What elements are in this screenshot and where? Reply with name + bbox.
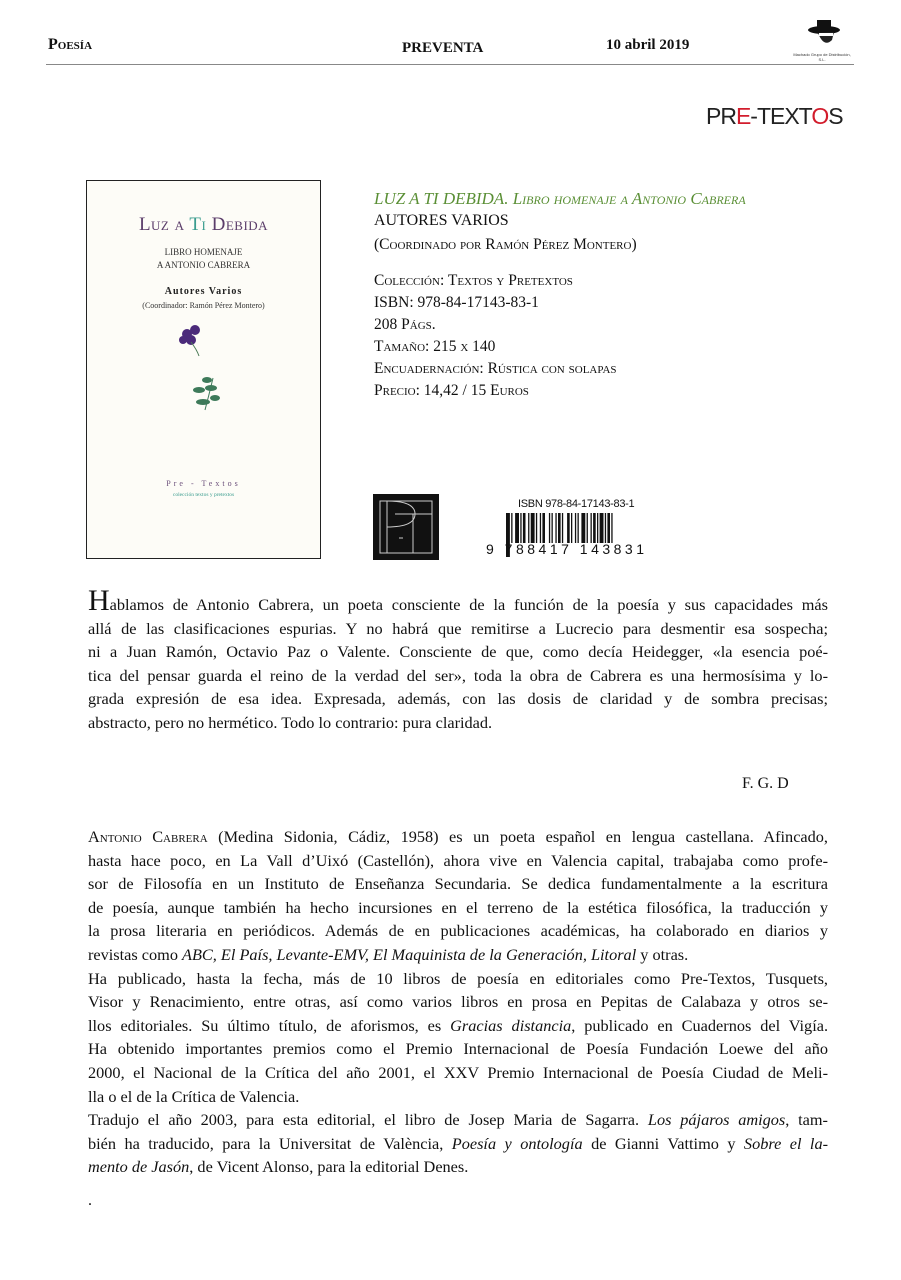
bio-line: [88, 1134, 828, 1158]
bio-text: lla o el de la Crítica de Valencia.: [88, 1086, 300, 1106]
book-info: [374, 188, 746, 402]
book-cover: [86, 180, 321, 559]
bio-text: , de Vicent Alonso, para la editorial Denes.: [189, 1157, 469, 1177]
logo-part: PR: [706, 103, 736, 129]
barcode-bar: [540, 513, 541, 543]
barcode-bar: [605, 513, 606, 543]
book-binding: Encuadernación: Rústica con solapas: [374, 360, 617, 377]
bio-line: [88, 945, 828, 969]
section-label: Poesía: [48, 36, 93, 53]
italic-title: Sobre el la-: [743, 1133, 829, 1153]
cover-subtitle-line: LIBRO HOMENAJE: [164, 247, 243, 257]
logo-part: E: [735, 103, 751, 129]
bio-text: Visor y Renacimiento, entre otras, así como varios libros en prosa en Pepitas de Calabaza y otros se-: [88, 992, 828, 1012]
barcode-bar: [542, 513, 545, 543]
barcode-bar: [511, 513, 512, 543]
bio-text: llos editoriales. Su último título, de aforismos, es: [88, 1015, 451, 1035]
drop-cap: H: [88, 584, 110, 617]
intro-line: ni a Juan Ramón, Octavio Paz o Valente. Consciente de que, como decía Heidegger, «la esencia poé-: [88, 642, 828, 661]
pretextos-logo: [706, 103, 843, 130]
barcode-bar: [555, 513, 556, 543]
bio-line: [88, 1157, 828, 1181]
hat-man-icon: [790, 18, 854, 56]
barcode-bar: [567, 513, 570, 543]
cover-coordinator: (Coordinador: Ramón Pérez Montero): [142, 301, 265, 310]
italic-title: Poesía y ontología: [451, 1133, 583, 1153]
italic-title: mento de Jasón: [88, 1157, 190, 1177]
pretextos-mark-icon: [373, 494, 439, 560]
book-title-main: LUZ A TI DEBIDA.: [374, 189, 509, 208]
barcode-bar: [591, 513, 592, 543]
barcode-bar: [520, 513, 521, 543]
bio-text: Tradujo el año 2003, para esta editorial, el libro de Josep Maria de Sagarra.: [88, 1110, 648, 1130]
status-label: PREVENTA: [402, 40, 484, 56]
cover-title-part: Luz a: [138, 214, 190, 235]
cover-title-part: Ti: [189, 214, 207, 235]
cover-authors: Autores Varios: [164, 286, 243, 297]
cover-title: [87, 214, 320, 236]
date-label: 10 abril 2019: [606, 37, 690, 53]
barcode-bar: [593, 513, 596, 543]
barcode-isbn-label: ISBN 978-84-17143-83-1: [518, 498, 635, 510]
header-divider: [46, 64, 854, 65]
logo-part: -TEXT: [750, 103, 812, 129]
distributor-logo: [790, 18, 854, 62]
barcode-bar: [552, 513, 553, 543]
bio-text: revistas como: [88, 944, 183, 964]
bio-line: [88, 898, 828, 922]
italic-title: Los pájaros amigos: [647, 1110, 786, 1130]
bio-text: , publicado en Cuadernos del Vigía.: [571, 1015, 829, 1035]
bio-line: [88, 1039, 828, 1063]
intro-line: tica del pensar guarda el reino de la verdad del ser», toda la obra de Cabrera es una hermosísima y lo-: [88, 665, 828, 685]
bio-text: Ha obtenido importantes premios como el Premio Internacional de Poesía Fundación Loewe del año: [88, 1039, 828, 1059]
isbn-barcode: [484, 498, 664, 562]
distributor-name: Machado Grupo de Distribución, S.L.: [793, 52, 851, 62]
bio-text: de Gianni Vattimo y: [582, 1133, 744, 1153]
barcode-bar: [531, 513, 535, 543]
cover-subtitle: [87, 246, 320, 272]
bio-line: [88, 874, 828, 898]
barcode-bar: [578, 513, 579, 543]
barcode-bar: [562, 513, 563, 543]
bio-text: bién ha traducido, para la Universitat de València,: [88, 1133, 452, 1153]
bio-line: [88, 851, 828, 875]
book-collection: Colección: Textos y Pretextos: [374, 272, 573, 289]
barcode-bar: [523, 513, 526, 543]
author-bio: [88, 827, 828, 1181]
bio-text: y otras.: [636, 944, 689, 964]
intro-line: allá de las clasificaciones espurias. Y no habrá que remitirse a Lucrecio para desmentir esa sospecha;: [88, 618, 828, 638]
bio-text: la prosa literaria en periódicos. Además de en publicaciones académicas, ha colaborado en diarios y: [88, 921, 828, 941]
bio-line: [88, 969, 828, 993]
book-price: Precio: 14,42 / 15 Euros: [374, 382, 529, 399]
cover-collection: colección textos y pretextos: [172, 492, 235, 498]
bio-text: sor de Filosofía en un Instituto de Enseñanza Secundaria. Se dedica fundamentalmente a la escritura: [88, 874, 828, 894]
bio-line: [88, 1016, 828, 1040]
logo-part: S: [828, 103, 843, 129]
bio-text: 2000, el Nacional de la Crítica del año 2001, el XXV Premio Internacional de Poesía Ciudad de Meli-: [88, 1062, 828, 1082]
barcode-bar: [549, 513, 550, 543]
intro-paragraph: [88, 584, 828, 736]
bio-line: [88, 921, 828, 945]
barcode-bar: [607, 513, 610, 543]
flower-illustration: [87, 310, 320, 430]
barcode-bar: [571, 513, 572, 543]
bio-line: [88, 1110, 828, 1134]
barcode-bar: [597, 513, 598, 543]
bio-line: [88, 1063, 828, 1087]
barcode-bar: [600, 513, 604, 543]
bio-line: [88, 827, 828, 851]
book-isbn: ISBN: 978-84-17143-83-1: [374, 294, 539, 311]
trailing-dot: .: [88, 1192, 92, 1209]
cover-publisher: Pre - Textos: [166, 479, 241, 488]
bio-text: Ha publicado, hasta la fecha, más de 10 libros de poesía en editoriales como Pre-Textos, Tusquets,: [88, 968, 828, 988]
book-title: [374, 188, 746, 210]
cover-subtitle-line: A ANTONIO CABRERA: [156, 260, 251, 270]
barcode-bar: [575, 513, 576, 543]
book-title-rest: Libro homenaje a Antonio Cabrera: [512, 189, 746, 208]
barcode-bar: [581, 513, 585, 543]
barcode-bar: [558, 513, 561, 543]
intro-line: abstracto, pero no hermético. Todo lo contrario: pura claridad.: [88, 712, 493, 732]
logo-part: O: [811, 103, 829, 129]
author-name: Antonio Cabrera: [88, 827, 208, 846]
barcode-bar: [528, 513, 529, 543]
bio-text: , tam-: [785, 1110, 828, 1130]
bio-line: [88, 992, 828, 1016]
bio-text: (Medina Sidonia, Cádiz, 1958) es un poeta español en lengua castellana. Afincado,: [207, 827, 828, 846]
book-size: Tamaño: 215 x 140: [374, 338, 496, 355]
barcode-bar: [515, 513, 519, 543]
barcode-bar: [536, 513, 537, 543]
intro-signature: F. G. D: [742, 775, 789, 792]
italic-title: ABC, El País, Levante-EMV, El Maquinista de la Generación, Litoral: [182, 944, 637, 964]
bio-text: hasta hace poco, en La Vall d’Uixó (Castellón), ahora vive en Valencia capital, trabajaba como profe-: [88, 850, 828, 870]
barcode-bar: [587, 513, 588, 543]
intro-line: grada expresión de esa idea. Expresada, además, con las dosis de claridad y de sombra precisas;: [88, 689, 828, 708]
intro-line: Hablamos de Antonio Cabrera, un poeta consciente de la función de la poesía y sus capacidades más: [88, 584, 828, 617]
barcode-bar: [611, 513, 612, 543]
bio-line: [88, 1087, 828, 1111]
italic-title: Gracias distancia: [450, 1015, 572, 1035]
book-pages: 208 Págs.: [374, 316, 436, 333]
bio-text: de poesía, aunque también ha hecho incursiones en el terreno de la estética filosófica, la traducción y: [88, 897, 828, 917]
book-authors: AUTORES VARIOS: [374, 212, 509, 229]
barcode-digits: 9 788417 143831: [486, 541, 648, 557]
book-coordinator: (Coordinado por Ramón Pérez Montero): [374, 236, 637, 253]
cover-title-part: Debida: [206, 214, 269, 235]
